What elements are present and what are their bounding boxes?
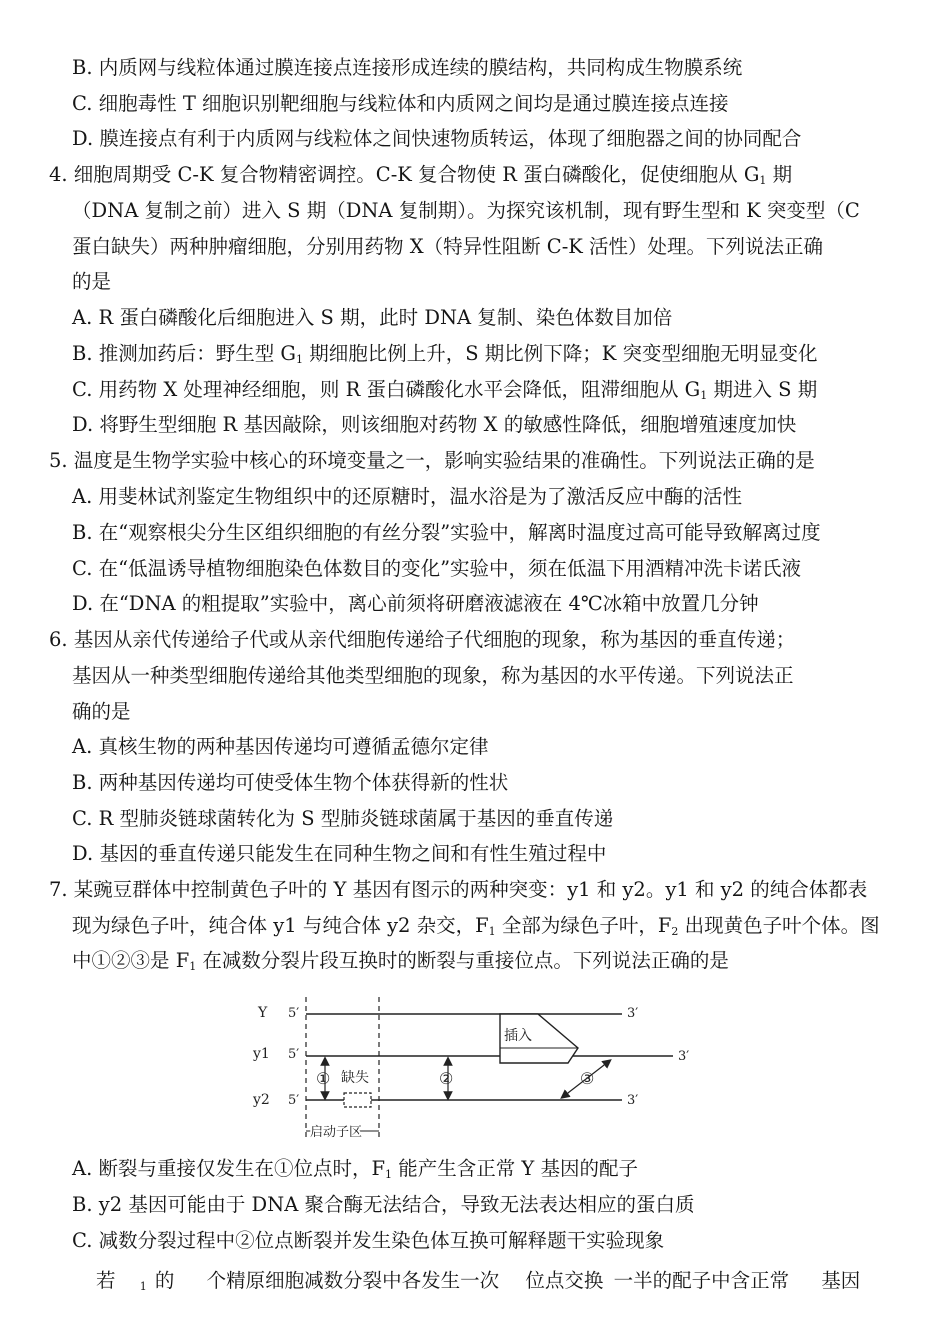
site3-label: ③ xyxy=(580,1069,595,1088)
q6-stem-line2: 基因从一种类型细胞传递给其他类型细胞的现象，称为基因的水平传递。下列说法正 xyxy=(72,664,794,687)
q4-option-c xyxy=(72,377,817,409)
q4-stem-text: 4. 细胞周期受 C-K 复合物精密调控。C-K 复合物使 R 蛋白磷酸化，促使细胞从 G xyxy=(49,163,760,186)
five-prime-y1: 5′ xyxy=(288,1047,300,1062)
q6-option-b: B. 两种基因传递均可使受体生物个体获得新的性状 xyxy=(72,771,509,794)
q4-option-a: A. R 蛋白磷酸化后细胞进入 S 期，此时 DNA 复制、染色体数目加倍 xyxy=(72,306,673,329)
q4-option-d: D. 将野生型细胞 R 基因敲除，则该细胞对药物 X 的敏感性降低，细胞增殖速度加快 xyxy=(72,413,797,436)
site1-label: ① xyxy=(316,1069,331,1088)
q4-stem-text-end: 期 xyxy=(766,163,793,186)
q7-stem-text-mid: 全部为绿色子叶，F xyxy=(495,914,672,937)
q3-option-c: C. 细胞毒性 T 细胞识别靶细胞与线粒体和内质网之间均是通过膜连接点连接 xyxy=(72,92,729,115)
q6-stem-line3: 确的是 xyxy=(72,700,131,723)
promoter-label: 启动子区 xyxy=(310,1125,363,1140)
q7-option-d-partial xyxy=(96,1268,916,1292)
subscript: 1 xyxy=(385,1168,393,1181)
q4c-text-end: 期进入 S 期 xyxy=(707,378,818,401)
subscript: 1 xyxy=(700,389,708,402)
q7-stem-text: 现为绿色子叶，纯合体 y1 与纯合体 y2 杂交，F xyxy=(72,914,489,937)
q5-stem: 5. 温度是生物学实验中核心的环境变量之一，影响实验结果的准确性。下列说法正确的是 xyxy=(49,449,815,472)
label-y1: y1 xyxy=(253,1046,270,1062)
subscript: 1 xyxy=(488,925,496,938)
subscript: 1 xyxy=(139,1280,147,1292)
q5-option-b: B. 在“观察根尖分生区组织细胞的有丝分裂”实验中，解离时温度过高可能导致解离过度 xyxy=(72,521,821,544)
subscript: 1 xyxy=(759,174,767,187)
deletion-label: 缺失 xyxy=(341,1070,369,1086)
q7d-fragment: 个精原细胞减数分裂中各发生一次 xyxy=(206,1269,500,1292)
subscript: 1 xyxy=(189,960,197,973)
q6-option-d: D. 基因的垂直传递只能发生在同种生物之间和有性生殖过程中 xyxy=(72,842,607,865)
q7a-text-end: 能产生含正常 Y 基因的配子 xyxy=(392,1157,638,1180)
q7-option-c: C. 减数分裂过程中②位点断裂并发生染色体互换可解释题干实验现象 xyxy=(72,1229,665,1252)
q7d-fragment: 位点交换 xyxy=(525,1269,604,1292)
q7-stem-line1: 7. 某豌豆群体中控制黄色子叶的 Y 基因有图示的两种突变：y1 和 y2。y1 和 y2 的纯合体都表 xyxy=(49,878,868,901)
q4-stem-line4: 的是 xyxy=(72,270,112,293)
three-prime-Y: 3′ xyxy=(627,1006,639,1021)
q7-stem-text-end: 在减数分裂片段互换时的断裂与重接位点。下列说法正确的是 xyxy=(196,949,729,972)
five-prime-Y: 5′ xyxy=(288,1006,300,1021)
deletion-box xyxy=(344,1093,371,1107)
q7-option-b: B. y2 基因可能由于 DNA 聚合酶无法结合，导致无法表达相应的蛋白质 xyxy=(72,1193,695,1216)
q4b-text: B. 推测加药后：野生型 G xyxy=(72,342,297,365)
subscript: 1 xyxy=(296,353,304,366)
q3-option-b: B. 内质网与线粒体通过膜连接点连接形成连续的膜结构，共同构成生物膜系统 xyxy=(72,56,743,79)
label-Y: Y xyxy=(258,1005,268,1021)
q5-option-d: D. 在“DNA 的粗提取”实验中，离心前须将研磨液滤液在 4℃冰箱中放置几分钟 xyxy=(72,592,759,615)
q7-stem-text: 中①②③是 F xyxy=(72,949,190,972)
five-prime-y2: 5′ xyxy=(288,1093,300,1108)
q4-option-b xyxy=(72,341,818,373)
q7d-fragment: 若 xyxy=(96,1269,116,1292)
q4-stem-line1 xyxy=(49,162,792,194)
q7d-fragment: 的 xyxy=(154,1269,175,1292)
q6-option-a: A. 真核生物的两种基因传递均可遵循孟德尔定律 xyxy=(72,735,489,758)
q4c-text: C. 用药物 X 处理神经细胞，则 R 蛋白磷酸化水平会降低，阻滞细胞从 G xyxy=(72,378,701,401)
q5-option-c: C. 在“低温诱导植物细胞染色体数目的变化”实验中，须在低温下用酒精冲洗卡诺氏液 xyxy=(72,557,802,580)
three-prime-y2: 3′ xyxy=(627,1093,639,1108)
q6-stem-line1: 6. 基因从亲代传递给子代或从亲代细胞传递给子代细胞的现象，称为基因的垂直传递； xyxy=(49,628,796,651)
q7d-fragment: 基因 xyxy=(821,1269,861,1292)
q7-stem-line3 xyxy=(72,948,729,980)
insertion-label: 插入 xyxy=(504,1028,532,1044)
site2-label: ② xyxy=(439,1069,454,1088)
q6-option-c: C. R 型肺炎链球菌转化为 S 型肺炎链球菌属于基因的垂直传递 xyxy=(72,807,614,830)
q7-stem-line2 xyxy=(72,913,880,945)
q4-stem-line2: （DNA 复制之前）进入 S 期（DNA 复制期）。为探究该机制，现有野生型和 K 突变型（C xyxy=(72,199,860,222)
q7a-text: A. 断裂与重接仅发生在①位点时，F xyxy=(72,1157,386,1180)
label-y2: y2 xyxy=(253,1092,270,1108)
q7-stem-text-end: 出现黄色子叶个体。图 xyxy=(678,914,880,937)
q7-option-a xyxy=(72,1156,638,1188)
q4b-text-end: 期细胞比例上升，S 期比例下降；K 突变型细胞无明显变化 xyxy=(303,342,818,365)
q3-option-d: D. 膜连接点有利于内质网与线粒体之间快速物质转运，体现了细胞器之间的协同配合 xyxy=(72,127,802,150)
q7d-fragment: 一半的配子中含正常 xyxy=(613,1269,790,1292)
subscript: 2 xyxy=(671,925,679,938)
q4-stem-line3: 蛋白缺失）两种肿瘤细胞，分别用药物 X（特异性阻断 C-K 活性）处理。下列说法正确 xyxy=(72,235,824,258)
q5-option-a: A. 用斐林试剂鉴定生物组织中的还原糖时，温水浴是为了激活反应中酶的活性 xyxy=(72,485,742,508)
gene-mutation-diagram xyxy=(238,995,728,1143)
three-prime-y1: 3′ xyxy=(678,1049,690,1064)
